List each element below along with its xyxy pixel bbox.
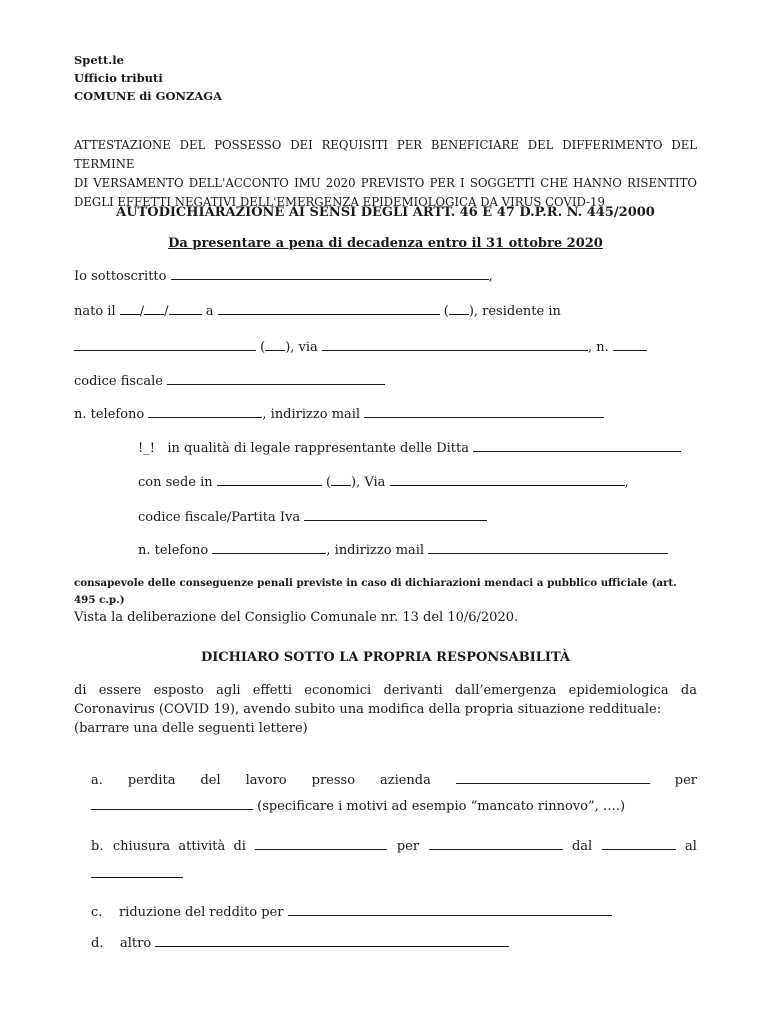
- option-b-to-field[interactable]: [91, 866, 183, 878]
- option-c-label: riduzione del reddito per: [118, 905, 284, 920]
- option-b-activity-field[interactable]: [255, 838, 387, 850]
- via-label: ), via: [285, 340, 318, 355]
- company-province-field[interactable]: [331, 474, 351, 486]
- declare-title: DICHIARO SOTTO LA PROPRIA RESPONSABILITÀ: [200, 650, 571, 665]
- penal-notice-line-2: 495 c.p.): [74, 594, 125, 606]
- birth-day-field[interactable]: [120, 303, 140, 315]
- date-separator: /: [164, 304, 169, 319]
- birth-place-field[interactable]: [218, 303, 440, 315]
- company-tax-label: codice fiscale/Partita Iva: [138, 510, 301, 525]
- option-c-marker[interactable]: c.: [91, 905, 103, 920]
- option-b-al: al: [685, 839, 697, 854]
- comma: ,: [488, 269, 493, 284]
- option-a-word: presso: [311, 773, 356, 788]
- option-a-reason-field[interactable]: [91, 798, 253, 810]
- legal-rep-row: [138, 440, 681, 456]
- paren-open: (: [260, 340, 266, 355]
- option-b-per: per: [396, 839, 420, 854]
- company-email-field[interactable]: [428, 542, 668, 554]
- option-b-from-field[interactable]: [602, 838, 676, 850]
- option-b-label: chiusura attività di: [112, 839, 246, 854]
- fiscal-code-row: [74, 373, 385, 389]
- company-phone-field[interactable]: [212, 542, 326, 554]
- resolution-text: Vista la deliberazione del Consiglio Comunale nr. 13 del 10/6/2020.: [74, 610, 519, 625]
- company-tax-row: [138, 509, 487, 525]
- option-c-field[interactable]: [288, 904, 612, 916]
- residence-row: [74, 339, 647, 355]
- option-b-to-row: [91, 866, 183, 882]
- option-d-marker[interactable]: d.: [91, 936, 104, 951]
- attestation-line-2: DI VERSAMENTO DELL'ACCONTO IMU 2020 PREVISTO PER I SOGGETTI CHE HANNO RISENTITO: [74, 176, 697, 190]
- option-d-label: altro: [120, 936, 152, 951]
- birth-row: [74, 303, 561, 319]
- option-a-word: azienda: [379, 773, 431, 788]
- birth-month-field[interactable]: [144, 303, 164, 315]
- attestation-line-1: ATTESTAZIONE DEL POSSESSO DEI REQUISITI PER BENEFICIARE DEL DIFFERIMENTO DEL TERMINE: [74, 138, 697, 171]
- recipient-line-3: COMUNE di GONZAGA: [74, 89, 223, 103]
- email-field[interactable]: [364, 406, 604, 418]
- phone-label: n. telefono: [74, 407, 145, 422]
- residence-city-field[interactable]: [74, 339, 256, 351]
- option-d-row: [91, 935, 509, 951]
- recipient-line-1: Spett.le: [74, 53, 124, 67]
- undersigned-label: Io sottoscritto: [74, 269, 167, 284]
- company-tax-field[interactable]: [304, 509, 487, 521]
- option-a-word: del: [200, 773, 221, 788]
- attestation-heading: [74, 136, 697, 212]
- comma: ,: [624, 475, 629, 490]
- number-label: , n.: [587, 340, 609, 355]
- undersigned-row: [74, 268, 493, 284]
- option-b-row: [91, 838, 697, 854]
- at-label: a: [205, 304, 214, 319]
- attestation-line-3: DEGLI EFFETTI NEGATIVI DELL'EMERGENZA EPIDEMIOLOGICA DA VIRUS COVID-19: [74, 195, 605, 209]
- legal-rep-label: in qualità di legale rappresentante delle Ditta: [167, 441, 469, 456]
- residence-label: ), residente in: [468, 304, 561, 319]
- option-d-field[interactable]: [155, 935, 509, 947]
- contact-row: [74, 406, 604, 422]
- company-phone-label: n. telefono: [138, 543, 209, 558]
- birth-province-field[interactable]: [449, 303, 469, 315]
- company-name-field[interactable]: [473, 440, 681, 452]
- option-a-note: (specificare i motivi ad esempio “mancato rinnovo”, ….): [257, 799, 626, 814]
- seat-label: con sede in: [138, 475, 213, 490]
- undersigned-name-field[interactable]: [171, 268, 489, 280]
- option-a-marker[interactable]: a.: [91, 773, 103, 788]
- option-a-word: perdita: [127, 773, 176, 788]
- paren-open: (: [325, 475, 332, 490]
- recipient-line-2: Ufficio tributi: [74, 71, 163, 85]
- fiscal-code-label: codice fiscale: [74, 374, 163, 389]
- born-label: nato il: [74, 304, 116, 319]
- company-city-field[interactable]: [217, 474, 322, 486]
- company-seat-row: [138, 474, 629, 490]
- option-a-company-field[interactable]: [456, 772, 650, 784]
- exposure-paragraph: [74, 681, 697, 738]
- paren-open: (: [443, 304, 449, 319]
- option-a-word: lavoro: [245, 773, 287, 788]
- company-street-field[interactable]: [390, 474, 625, 486]
- option-b-reason-field[interactable]: [429, 838, 563, 850]
- deadline-notice: Da presentare a pena di decadenza entro il 31 ottobre 2020: [168, 236, 603, 251]
- residence-number-field[interactable]: [613, 339, 647, 351]
- option-a-row: [91, 772, 697, 788]
- residence-province-field[interactable]: [265, 339, 285, 351]
- declaration-title: AUTODICHIARAZIONE AI SENSI DEGLI ARTT. 46 E 47 D.P.R. N. 445/2000: [116, 205, 655, 220]
- option-b-marker[interactable]: b.: [91, 839, 104, 854]
- residence-street-field[interactable]: [322, 339, 588, 351]
- penal-notice-line-1: consapevole delle conseguenze penali previste in caso di dichiarazioni mendaci a pubblico ufficiale (art.: [74, 577, 677, 589]
- exposure-line-1: di essere esposto agli effetti economici derivanti dall’emergenza epidemiologica da: [74, 683, 697, 698]
- legal-rep-checkbox[interactable]: !_!: [138, 441, 155, 456]
- company-via-label: ), Via: [351, 475, 386, 490]
- exposure-line-3: (barrare una delle seguenti lettere): [74, 721, 308, 736]
- option-a-per: per: [674, 773, 697, 788]
- birth-year-field[interactable]: [169, 303, 202, 315]
- option-a-reason-row: [91, 798, 625, 814]
- exposure-line-2: Coronavirus (COVID 19), avendo subito una modifica della propria situazione reddituale:: [74, 702, 662, 717]
- company-contact-row: [138, 542, 668, 558]
- option-c-row: [91, 904, 612, 920]
- option-b-dal: dal: [571, 839, 593, 854]
- phone-field[interactable]: [148, 406, 262, 418]
- fiscal-code-field[interactable]: [167, 373, 385, 385]
- email-label: , indirizzo mail: [262, 407, 361, 422]
- company-email-label: , indirizzo mail: [326, 543, 425, 558]
- date-separator: /: [139, 304, 145, 319]
